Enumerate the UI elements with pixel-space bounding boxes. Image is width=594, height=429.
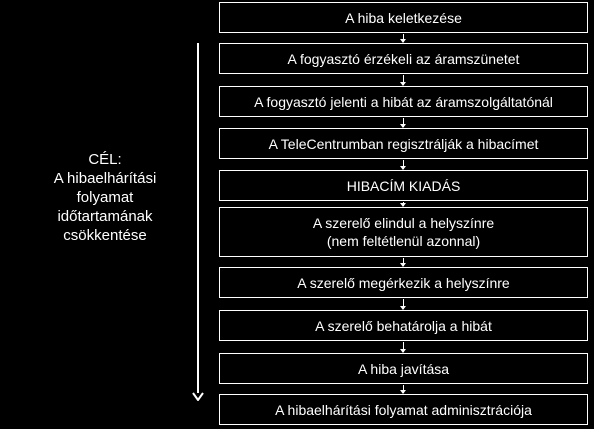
step-text: A szerelő behatárolja a hibát: [315, 317, 492, 334]
step-box: [219, 353, 588, 384]
step-text: HIBACÍM KIADÁS: [346, 177, 461, 194]
timeline-arrow: [191, 43, 205, 401]
goal-line: CÉL:: [88, 151, 122, 168]
step-box: [219, 267, 588, 298]
goal-text: [20, 150, 190, 245]
step-text: A hiba javítása: [357, 360, 450, 377]
step-box: [219, 128, 588, 159]
connector-arrow: [403, 385, 404, 393]
connector-arrow: [403, 118, 404, 127]
goal-line: folyamat: [76, 189, 134, 206]
step-box: [219, 310, 588, 341]
step-box: [219, 2, 588, 33]
goal-line: csökkentése: [63, 227, 147, 244]
connector-arrow: [403, 75, 404, 85]
step-box: [219, 207, 588, 257]
goal-line: időtartamának: [57, 208, 153, 225]
step-box: [219, 43, 588, 74]
step-text: A fogyasztó érzékeli az áramszünetet: [287, 50, 520, 67]
step-box: [219, 170, 588, 201]
step-text: A szerelő megérkezik a helyszínre: [297, 274, 510, 291]
step-box: [219, 394, 588, 425]
connector-arrow: [403, 160, 404, 169]
goal-line: A hibaelhárítási: [53, 170, 157, 187]
connector-arrow: [403, 342, 404, 352]
step-text: A hiba keletkezése: [345, 9, 462, 26]
step-box: [219, 86, 588, 117]
step-text: A fogyasztó jelenti a hibát az áramszolgáltatónál: [254, 93, 553, 110]
step-text: A TeleCentrumban regisztrálják a hibacímet: [268, 135, 539, 152]
connector-arrow: [403, 202, 404, 206]
connector-arrow: [403, 258, 404, 266]
step-text: (nem feltétlenül azonnal): [326, 233, 481, 249]
step-text: A szerelő elindul a helyszínre: [312, 215, 495, 231]
connector-arrow: [403, 34, 404, 42]
step-text: A hibaelhárítási folyamat adminisztrációja: [275, 401, 532, 418]
connector-arrow: [403, 299, 404, 309]
